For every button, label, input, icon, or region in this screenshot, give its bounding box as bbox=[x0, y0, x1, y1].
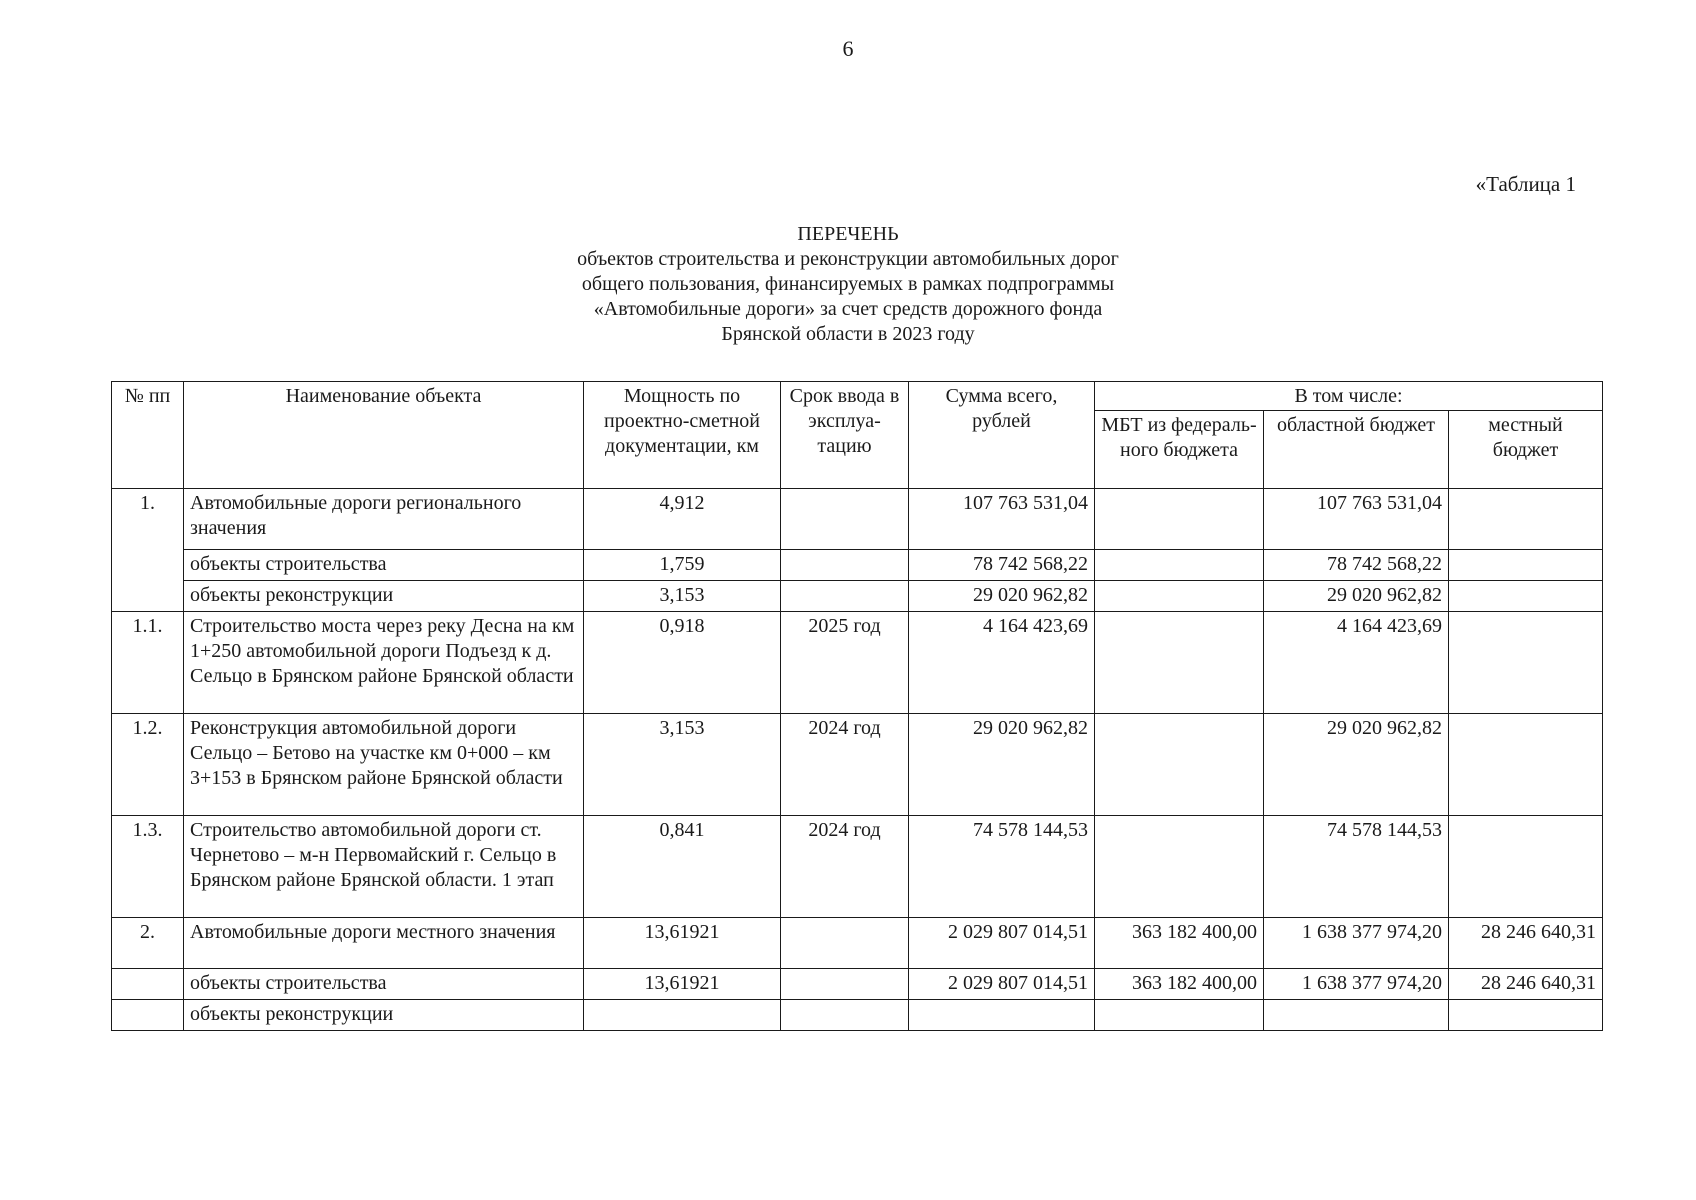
cell-term bbox=[781, 489, 909, 550]
cell-name: Реконструкция автомобильной дороги Сельцо – Бетово на участке км 0+000 – км 3+153 в Брянском районе Брянской области bbox=[184, 714, 584, 816]
cell-mbt bbox=[1095, 714, 1264, 816]
cell-regional: 74 578 144,53 bbox=[1264, 816, 1449, 918]
cell-term bbox=[781, 918, 909, 969]
table-row bbox=[112, 550, 1603, 581]
header-regional: областной бюджет bbox=[1264, 411, 1449, 489]
table-row bbox=[112, 581, 1603, 612]
cell-capacity: 13,61921 bbox=[584, 969, 781, 1000]
cell-num: 2. bbox=[112, 918, 184, 969]
cell-mbt bbox=[1095, 816, 1264, 918]
cell-regional: 29 020 962,82 bbox=[1264, 714, 1449, 816]
cell-term bbox=[781, 581, 909, 612]
table-reference: «Таблица 1 bbox=[1475, 172, 1576, 196]
cell-mbt bbox=[1095, 489, 1264, 550]
title-line: ПЕРЕЧЕНЬ bbox=[797, 223, 899, 245]
cell-name: Автомобильные дороги регионального значения bbox=[184, 489, 584, 550]
cell-capacity: 3,153 bbox=[584, 581, 781, 612]
cell-name: Строительство моста через реку Десна на км 1+250 автомобильной дороги Подъезд к д. Сельцо в Брянском районе Брянской области bbox=[184, 612, 584, 714]
cell-name: Строительство автомобильной дороги ст. Чернетово – м-н Первомайский г. Сельцо в Брянском районе Брянской области. 1 этап bbox=[184, 816, 584, 918]
cell-capacity: 3,153 bbox=[584, 714, 781, 816]
cell-name: объекты строительства bbox=[184, 969, 584, 1000]
cell-mbt bbox=[1095, 550, 1264, 581]
table-row bbox=[112, 489, 1603, 550]
cell-total: 29 020 962,82 bbox=[909, 581, 1095, 612]
cell-term: 2024 год bbox=[781, 714, 909, 816]
title-line: «Автомобильные дороги» за счет средств дорожного фонда bbox=[593, 298, 1103, 320]
table-row bbox=[112, 816, 1603, 918]
cell-name: Автомобильные дороги местного значения bbox=[184, 918, 584, 969]
cell-capacity: 0,841 bbox=[584, 816, 781, 918]
cell-num: 1.1. bbox=[112, 612, 184, 714]
table-row bbox=[112, 714, 1603, 816]
cell-mbt bbox=[1095, 581, 1264, 612]
document-title bbox=[0, 222, 1696, 347]
header-num: № пп bbox=[112, 382, 184, 489]
table-row bbox=[112, 612, 1603, 714]
cell-mbt: 363 182 400,00 bbox=[1095, 969, 1264, 1000]
cell-local: 28 246 640,31 bbox=[1449, 918, 1603, 969]
cell-term: 2025 год bbox=[781, 612, 909, 714]
cell-total: 107 763 531,04 bbox=[909, 489, 1095, 550]
cell-local bbox=[1449, 1000, 1603, 1031]
cell-name: объекты строительства bbox=[184, 550, 584, 581]
cell-num bbox=[112, 1000, 184, 1031]
header-mbt: МБТ из федераль-ного бюджета bbox=[1095, 411, 1264, 489]
cell-total bbox=[909, 1000, 1095, 1031]
cell-mbt: 363 182 400,00 bbox=[1095, 918, 1264, 969]
cell-num: 1.2. bbox=[112, 714, 184, 816]
table-row bbox=[112, 1000, 1603, 1031]
header-including: В том числе: bbox=[1095, 382, 1603, 411]
cell-total: 29 020 962,82 bbox=[909, 714, 1095, 816]
header-term: Срок ввода в эксплуа-тацию bbox=[781, 382, 909, 489]
cell-capacity bbox=[584, 1000, 781, 1031]
cell-regional: 107 763 531,04 bbox=[1264, 489, 1449, 550]
cell-regional: 1 638 377 974,20 bbox=[1264, 918, 1449, 969]
cell-local bbox=[1449, 581, 1603, 612]
cell-mbt bbox=[1095, 612, 1264, 714]
cell-capacity: 13,61921 bbox=[584, 918, 781, 969]
cell-local bbox=[1449, 714, 1603, 816]
cell-total: 74 578 144,53 bbox=[909, 816, 1095, 918]
table-row bbox=[112, 969, 1603, 1000]
cell-total: 78 742 568,22 bbox=[909, 550, 1095, 581]
table-row bbox=[112, 918, 1603, 969]
title-line: Брянской области в 2023 году bbox=[721, 323, 975, 345]
cell-total: 2 029 807 014,51 bbox=[909, 918, 1095, 969]
cell-local bbox=[1449, 816, 1603, 918]
cell-regional: 4 164 423,69 bbox=[1264, 612, 1449, 714]
objects-table bbox=[111, 381, 1603, 1031]
cell-term: 2024 год bbox=[781, 816, 909, 918]
cell-regional bbox=[1264, 1000, 1449, 1031]
cell-local bbox=[1449, 489, 1603, 550]
cell-name: объекты реконструкции bbox=[184, 1000, 584, 1031]
cell-num: 1.3. bbox=[112, 816, 184, 918]
cell-local bbox=[1449, 550, 1603, 581]
header-name: Наименование объекта bbox=[184, 382, 584, 489]
header-local: местный бюджет bbox=[1449, 411, 1603, 489]
cell-regional: 29 020 962,82 bbox=[1264, 581, 1449, 612]
cell-mbt bbox=[1095, 1000, 1264, 1031]
page-number: 6 bbox=[842, 36, 854, 61]
cell-local bbox=[1449, 612, 1603, 714]
cell-regional: 1 638 377 974,20 bbox=[1264, 969, 1449, 1000]
cell-term bbox=[781, 969, 909, 1000]
cell-capacity: 4,912 bbox=[584, 489, 781, 550]
cell-term bbox=[781, 550, 909, 581]
cell-regional: 78 742 568,22 bbox=[1264, 550, 1449, 581]
cell-num: 1. bbox=[112, 489, 184, 612]
title-line: общего пользования, финансируемых в рамках подпрограммы bbox=[581, 273, 1115, 295]
cell-total: 2 029 807 014,51 bbox=[909, 969, 1095, 1000]
header-capacity: Мощность по проектно-сметной документации, км bbox=[584, 382, 781, 489]
cell-num bbox=[112, 969, 184, 1000]
cell-term bbox=[781, 1000, 909, 1031]
header-total: Сумма всего, рублей bbox=[909, 382, 1095, 489]
cell-local: 28 246 640,31 bbox=[1449, 969, 1603, 1000]
title-line: объектов строительства и реконструкции автомобильных дорог bbox=[577, 248, 1119, 270]
cell-name: объекты реконструкции bbox=[184, 581, 584, 612]
cell-capacity: 1,759 bbox=[584, 550, 781, 581]
cell-total: 4 164 423,69 bbox=[909, 612, 1095, 714]
cell-capacity: 0,918 bbox=[584, 612, 781, 714]
